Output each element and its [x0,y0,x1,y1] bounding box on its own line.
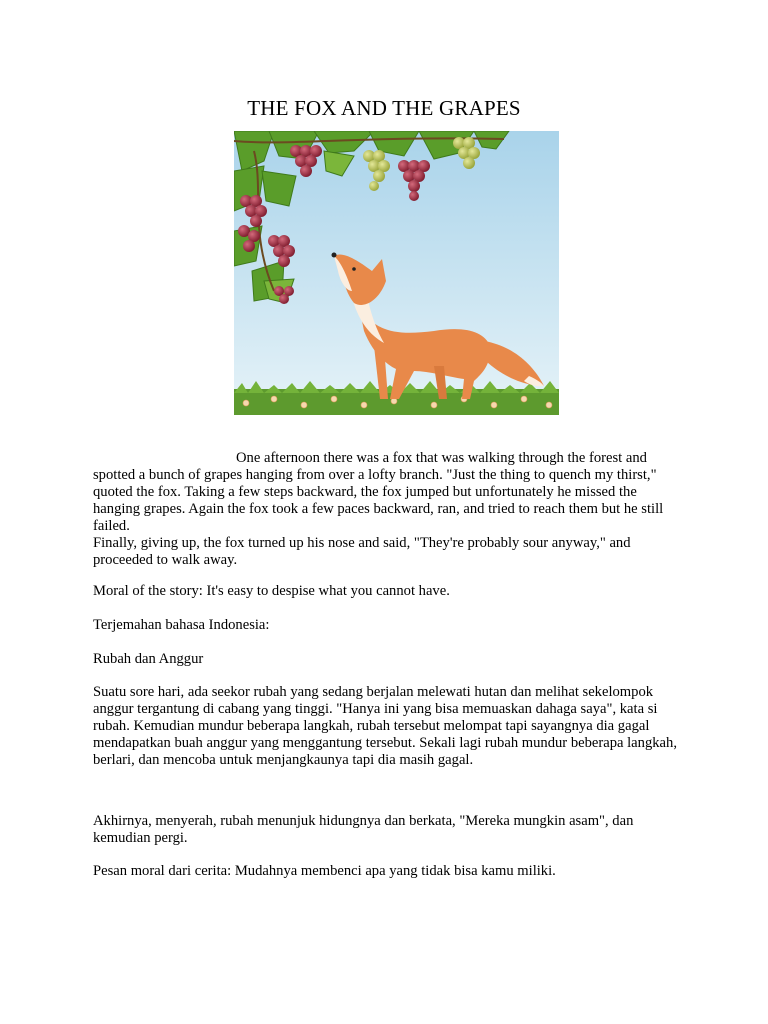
translation-paragraph-1: Suatu sore hari, ada seekor rubah yang sedang berjalan melewati hutan dan melihat sekelompok anggur tergantung di cabang yang tinggi. "Hanya ini yang bisa memuaskan dahaga saya", kata si rubah. Kemudian mundur beberapa langkah, rubah tersebut melompat tapi sayangnya dia gagal mendapatkan buah anggur yang menggantung tersebut. Sekali lagi rubah mundur beberapa langkah, berlari, dan mencoba untuk menjangkaunya tapi dia masih gagal. [93,684,677,768]
story-first-line: One afternoon there was a fox that was walking through the forest and [236,450,647,466]
story-first-paragraph-rest: spotted a bunch of grapes hanging from over a lofty branch. "Just the thing to quench my thirst," quoted the fox. Taking a few steps backward, the fox jumped but unfortunately he missed the hanging grapes. Again the fox took a few paces backward, ran, and tried to reach them but he still failed. [93,467,664,534]
translation-paragraph-2: Akhirnya, menyerah, rubah menunjuk hidungnya dan berkata, "Mereka mungkin asam", dan kemudian pergi. [93,813,634,846]
fox-grapes-image [234,131,559,415]
translation-moral: Pesan moral dari cerita: Mudahnya membenci apa yang tidak bisa kamu miliki. [93,863,556,879]
story-moral: Moral of the story: It's easy to despise what you cannot have. [93,583,450,599]
story-paragraph-1 [93,450,683,569]
fox-and-grapes-illustration [234,131,559,415]
story-paragraph-2: Finally, giving up, the fox turned up his nose and said, "They're probably sour anyway," and proceeded to walk away. [93,535,631,568]
translation-heading: Terjemahan bahasa Indonesia: [93,617,270,633]
translation-title: Rubah dan Anggur [93,651,204,667]
page-title: THE FOX AND THE GRAPES [247,96,521,120]
